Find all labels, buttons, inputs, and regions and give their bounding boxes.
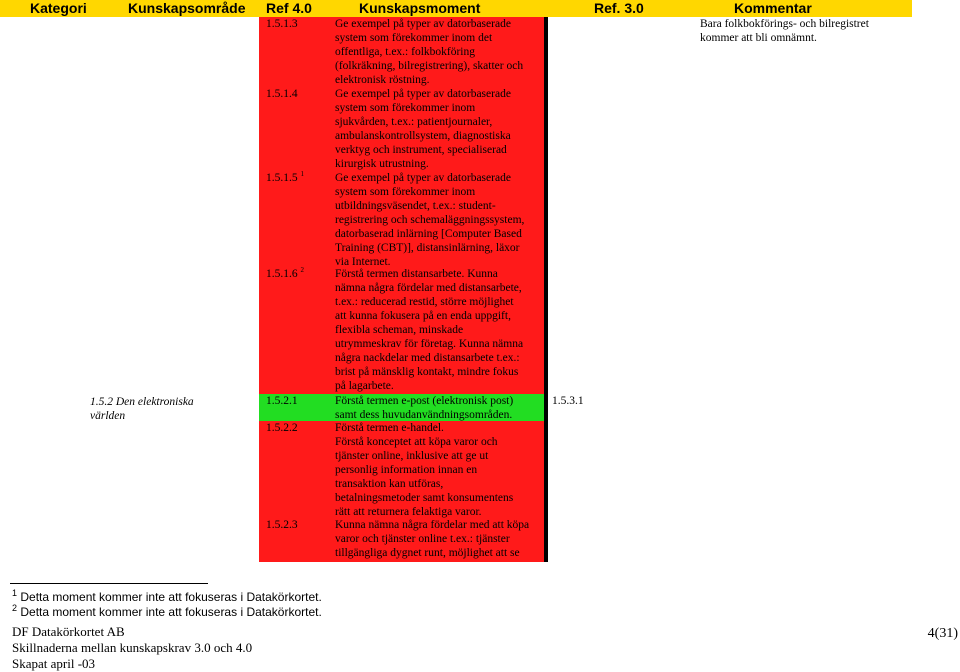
row-text-line: Förstå termen distansarbete. Kunna: [335, 268, 498, 280]
row-ref3: 1.5.3.1: [552, 395, 584, 407]
row-text-line: registrering och schemaläggningssystem,: [335, 214, 525, 226]
footnote: $^1$ Detta moment kommer inte att fokuseras i Datakörkortet.: [12, 588, 322, 604]
comment-line: Bara folkbokförings- och bilregistret: [700, 18, 869, 30]
row-text-line: samt dess huvudanvändningsområden.: [335, 409, 513, 421]
footer-doc: Skillnaderna mellan kunskapskrav 3.0 och 4.0: [12, 640, 253, 655]
row-text-line: system som förekommer inom: [335, 186, 476, 198]
footer-date: Skapat april -03: [12, 656, 96, 671]
section-label: världen: [90, 410, 126, 422]
row-text-line: Ge exempel på typer av datorbaserade: [335, 88, 511, 100]
footnote-mark: 1: [300, 170, 304, 179]
row-text-line: på lagarbete.: [335, 380, 394, 392]
header-ref4: Ref 4.0: [266, 0, 312, 16]
row-ref: 1.5.1.6 $^2$: [266, 266, 304, 280]
header-kategori: Kategori: [30, 0, 87, 16]
row-text-line: utrymmeskrav för företag. Kunna nämna: [335, 338, 524, 350]
row-text-line: verktyg och instrument, specialiserad: [335, 144, 507, 156]
row-text-line: rätt att returnera felaktiga varor.: [335, 506, 482, 518]
section-label: 1.5.2 Den elektroniska: [90, 396, 194, 408]
row-text-line: Kunna nämna några fördelar med att köpa: [335, 519, 530, 531]
row-text-line: datorbaserad inlärning [Computer Based: [335, 228, 522, 240]
row-text-line: flexibla scheman, minskade: [335, 324, 464, 336]
header-ref3: Ref. 3.0: [594, 0, 644, 16]
row-text-line: transaktion kan utföras,: [335, 478, 444, 490]
row-text-line: tjänster online, inklusive att ge ut: [335, 450, 489, 462]
row-ref: 1.5.2.3: [266, 519, 298, 531]
row-text-line: (folkräkning, bilregistrering), skatter och: [335, 60, 524, 72]
header-kunskapsmoment: Kunskapsmoment: [359, 0, 481, 16]
row-text-line: Ge exempel på typer av datorbaserade: [335, 172, 511, 184]
row-text-line: system som förekommer inom: [335, 102, 476, 114]
row-text-line: betalningsmetoder samt konsumentens: [335, 492, 514, 504]
row-text-line: offentliga, t.ex.: folkbokföring: [335, 46, 475, 58]
row-ref: 1.5.1.5 $^1$: [266, 170, 304, 184]
row-text-line: system som förekommer inom det: [335, 32, 493, 44]
row-text-line: att kunna fokusera på en enda uppgift,: [335, 310, 511, 322]
row-text-line: sjukvården, t.ex.: patientjournaler,: [335, 116, 493, 128]
row-text-line: brist på mänsklig kontakt, mindre fokus: [335, 366, 519, 378]
header-kommentar: Kommentar: [734, 0, 812, 16]
page-number: 4(31): [927, 626, 958, 641]
footnote: $^2$ Detta moment kommer inte att fokuseras i Datakörkortet.: [12, 603, 322, 619]
footnote-rule: [10, 583, 208, 584]
row-text-line: några nackdelar med distansarbete t.ex.:: [335, 352, 520, 364]
footnote-mark: 2: [300, 266, 304, 275]
row-text-line: Förstå termen e-post (elektronisk post): [335, 395, 514, 407]
footer-org: DF Datakörkortet AB: [12, 624, 125, 639]
row-text-line: personlig information innan en: [335, 464, 478, 476]
row-ref: 1.5.1.3: [266, 18, 298, 30]
row-ref: 1.5.1.4: [266, 88, 298, 100]
row-text-line: tillgängliga dygnet runt, möjlighet att se: [335, 547, 520, 559]
row-text-line: Ge exempel på typer av datorbaserade: [335, 18, 511, 30]
row-text-line: varor och tjänster online t.ex.: tjänster: [335, 533, 510, 545]
row-ref: 1.5.2.2: [266, 422, 298, 434]
row-text-line: elektronisk röstning.: [335, 74, 430, 86]
row-text-line: Förstå termen e-handel.: [335, 422, 444, 434]
row-text-line: Training (CBT)], distansinlärning, läxor: [335, 242, 520, 254]
row-text-line: ambulanskontrollsystem, diagnostiska: [335, 130, 511, 142]
row-ref: 1.5.2.1: [266, 395, 298, 407]
row-text-line: Förstå konceptet att köpa varor och: [335, 436, 498, 448]
row-text-line: nämna några fördelar med distansarbete,: [335, 282, 522, 294]
row-text-line: kirurgisk utrustning.: [335, 158, 429, 170]
table-header: [0, 0, 912, 17]
row-text-line: t.ex.: reducerad restid, större möjlighet: [335, 296, 514, 308]
comment-line: kommer att bli omnämnt.: [700, 32, 817, 44]
row-text-line: via Internet.: [335, 256, 391, 268]
row-text-line: utbildningsväsendet, t.ex.: student-: [335, 200, 496, 212]
header-kunskapsomrade: Kunskapsområde: [128, 0, 246, 16]
